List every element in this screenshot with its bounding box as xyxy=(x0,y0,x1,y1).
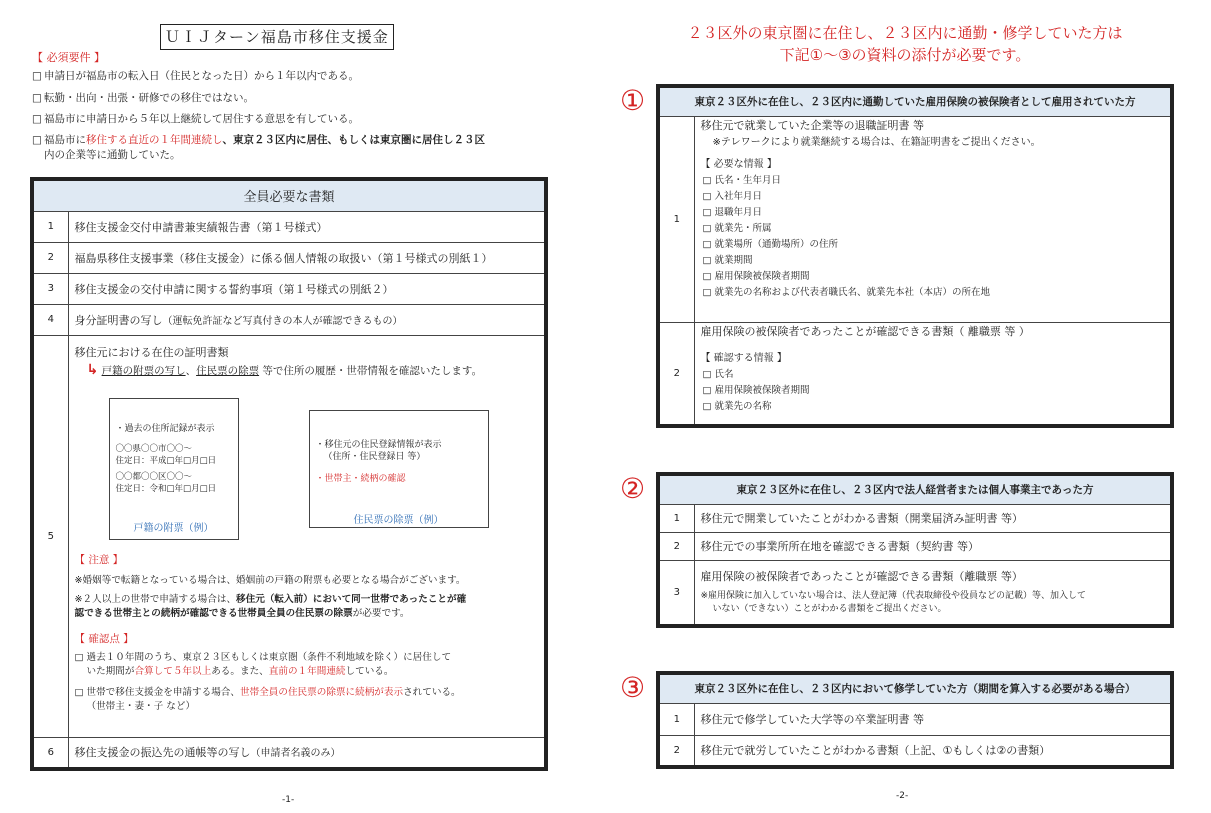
checkbox-icon: □ xyxy=(702,222,712,234)
checkbox-icon: □ xyxy=(32,134,42,146)
section-2-table xyxy=(656,472,1174,628)
page-number: -1- xyxy=(282,795,295,805)
arrow-icon: ↳ xyxy=(86,361,99,378)
checkbox-icon: □ xyxy=(32,70,42,82)
checkbox-icon: □ xyxy=(32,113,42,125)
checkpoint-item: □ 世帯で移住支援金を申請する場合、世帯全員の住民票の除票に続柄が表示されている。 （世帯主・妻・子 など） xyxy=(74,686,461,712)
juminhyo-example-box: ・移住元の住民登録情報が表示 （住所・住民登録日 等） ・世帯主・続柄の確認 住民票の除票（例） xyxy=(309,410,489,528)
page-number: -2- xyxy=(896,791,909,801)
table-title: 全員必要な書類 xyxy=(32,179,546,211)
table-row: 2 福島県移住支援事業（移住支援金）に係る個人情報の取扱い（第１号様式の別紙１） xyxy=(32,242,546,273)
page-title: ＵＩＪターン福島市移住支援金 xyxy=(160,24,394,50)
table-row: 6 移住支援金の振込先の通帳等の写し（申請者名義のみ） xyxy=(32,737,546,769)
checkbox-icon: □ xyxy=(702,400,712,412)
residence-proof-title: 移住元における在住の証明書類 xyxy=(74,345,229,359)
checkbox-icon: □ xyxy=(74,686,84,698)
caution-note: ※婚姻等で転籍となっている場合は、婚姻前の戸籍の附票も必要となる場合がございます。 xyxy=(74,574,466,586)
checkbox-icon: □ xyxy=(702,238,712,250)
table-row: 1 移住元で開業していたことがわかる書類（開業届済み証明書 等） xyxy=(658,504,1172,532)
section-3-marker: ③ xyxy=(620,671,646,704)
table-row: 1 移住支援金交付申請書兼実績報告書（第１号様式） xyxy=(32,211,546,242)
requirement-item: □ 福島市に申請日から５年以上継続して居住する意思を有している。 xyxy=(32,113,359,125)
checkbox-icon: □ xyxy=(702,254,712,266)
checkbox-icon: □ xyxy=(74,651,84,663)
caution-heading: 【 注意 】 xyxy=(74,553,124,566)
koseki-example-box: ・過去の住所記録が表示 〇〇県〇〇市〇〇～ 住定日：平成□年□月□日 〇〇都〇〇区〇〇～ 住定日：令和□年□月□日 戸籍の附票（例） xyxy=(109,398,239,540)
table-row: 3 移住支援金の交付申請に関する誓約事項（第１号様式の別紙２） xyxy=(32,273,546,304)
table-row-residence: 5 移住元における在住の証明書類 ↳ 戸籍の附票の写し、住民票の除票 等で住所の履歴・世帯情報を確認いたします。 ・過去の住所記録が表示 〇〇県〇〇市〇〇～ 住定日：平成□年□月□日 〇〇都〇〇区〇〇～ 住定日：令和□年□月□日 戸籍の附票（例） ・移住元の住民登録情報が表示 （住所・住民登録日 等） ・世帯主・続柄の確認 住民票の除票（例） 【 注意 】 ※婚姻等で転籍となっている場合は、婚姻前の戸籍の附票も必要となる場合がございます。 ※２人以上の世帯で申請する場合は、移住元（転入前）において同一世帯であったことが確 認できる世帯主との続柄が確認できる世帯員全員の住民票の除票が必要です。 【 確認点 】 □ 過去１０年間のうち、東京２３区もしくは東京圏（条件不利地域を除く）に居住して いた期間が合算して５年以上ある。また、直前の１年間連続している。 □ 世帯で移住支援金を申請する場合、世帯全員の住民票の除票に続柄が表示されている。 （世帯主・妻・子 など） xyxy=(32,335,546,737)
table-row: 2 移住元での事業所所在地を確認できる書類（契約書 等） xyxy=(658,532,1172,560)
section-3-table xyxy=(656,671,1174,769)
checkbox-icon: □ xyxy=(702,206,712,218)
section-1-table xyxy=(656,84,1174,428)
requirement-item: □ 申請日が福島市の転入日（住民となった日）から１年以内である。 xyxy=(32,70,359,82)
table-row: 4 身分証明書の写し（運転免許証など写真付きの本人が確認できるもの） xyxy=(32,304,546,335)
caution-note: ※２人以上の世帯で申請する場合は、移住元（転入前）において同一世帯であったことが確 認できる世帯主との続柄が確認できる世帯員全員の住民票の除票が必要です。 xyxy=(74,593,467,619)
section-2-marker: ② xyxy=(620,472,646,505)
checkpoint-item: □ 過去１０年間のうち、東京２３区もしくは東京圏（条件不利地域を除く）に居住して いた期間が合算して５年以上ある。また、直前の１年間連続している。 xyxy=(74,651,452,677)
table-row: 1 移住元で修学していた大学等の卒業証明書 等 xyxy=(658,703,1172,735)
requirements-heading: 【 必須要件 】 xyxy=(32,51,105,64)
requirement-item: □ 福島市に移住する直近の１年間連続し、東京２３区内に居住、もしくは東京圏に居住し２３区 内の企業等に通勤していた。 xyxy=(32,134,485,161)
table-row: 2 雇用保険の被保険者であったことが確認できる書類（ 離職票 等 ） 【 確認する情報 】 □ 氏名 □ 雇用保険被保険者期間 □ 就業先の名称 xyxy=(658,322,1172,426)
table-row: 1 移住元で就業していた企業等の退職証明書 等 ※テレワークにより就業継続する場合は、在籍証明書をご提出ください。 【 必要な情報 】 □ 氏名・生年月日 □ 入社年月日 □ 退職年月日 □ 就業先・所属 □ 就業場所（通勤場所）の住所 □ 就業期間 □ 雇用保険被保険者期間 □ 就業先の名称および代表者職氏名、就業先本社（本店）の所在地 xyxy=(658,116,1172,322)
section-3-title: 東京２３区外に在住し、２３区内において修学していた方（期間を算入する必要がある場合） xyxy=(658,673,1172,703)
checkbox-icon: □ xyxy=(702,368,712,380)
table-row: 2 移住元で就労していたことがわかる書類（上記、①もしくは②の書類） xyxy=(658,735,1172,767)
requirement-item: □ 転勤・出向・出張・研修での移住ではない。 xyxy=(32,92,254,104)
checkbox-icon: □ xyxy=(702,270,712,282)
right-heading: ２３区外の東京圏に在住し、２３区内に通勤・修学していた方は 下記①～③の資料の添付が必要です。 xyxy=(687,24,1123,64)
checkpoint-heading: 【 確認点 】 xyxy=(74,632,134,645)
table-row: 3 雇用保険の被保険者であったことが確認できる書類（離職票 等） ※雇用保険に加入していない場合は、法人登記簿（代表取締役や役員などの記載）等、加入して いない（できない）ことがわかる書類をご提出ください。 xyxy=(658,560,1172,626)
checkbox-icon: □ xyxy=(702,384,712,396)
checkbox-icon: □ xyxy=(702,286,712,298)
checkbox-icon: □ xyxy=(702,190,712,202)
section-1-title: 東京２３区外に在住し、２３区内に通勤していた雇用保険の被保険者として雇用されていた方 xyxy=(658,86,1172,116)
required-documents-table xyxy=(30,177,548,771)
section-2-title: 東京２３区外に在住し、２３区内で法人経営者または個人事業主であった方 xyxy=(658,474,1172,504)
checkbox-icon: □ xyxy=(32,92,42,104)
section-1-marker: ① xyxy=(620,84,646,117)
checkbox-icon: □ xyxy=(702,174,712,186)
